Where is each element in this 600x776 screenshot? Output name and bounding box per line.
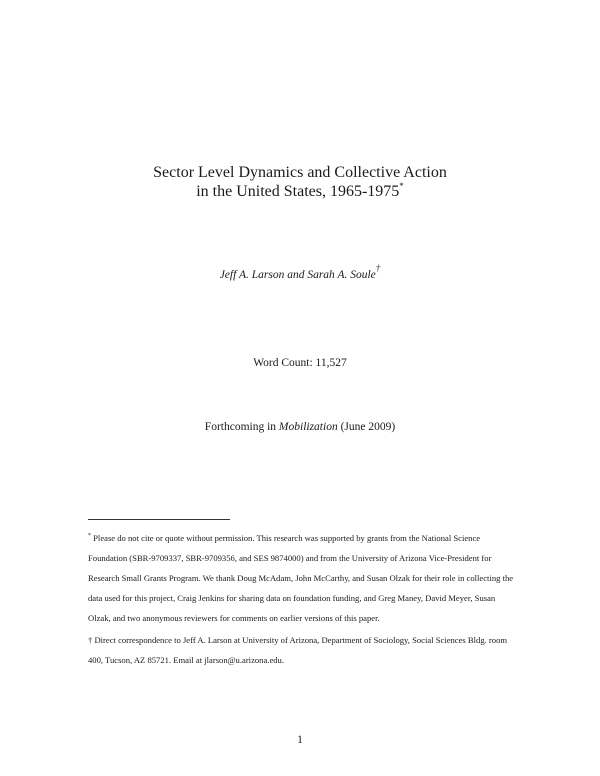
journal-name: Mobilization	[278, 421, 338, 433]
author-names: Jeff A. Larson and Sarah A. Soule	[219, 269, 376, 281]
author-footnote-marker: †	[375, 263, 381, 273]
footnote-1-text: Please do not cite or quote without permission. This research was supported by grants from the National Science Foundation (SBR-9709337, SBR-9709356, and SES 9874000) and from the University of Arizona Vice-President for Research Small Grants Program. We thank Doug McAdam, John McCarthy, and Susan Olzak for their role in collecting the data used for this project, Craig Jenkins for sharing data on foundation funding, and Greg Maney, David Meyer, Susan Olzak, and two anonymous reviewers for comments on earlier versions of this paper.	[88, 533, 514, 623]
forthcoming-suffix: (June 2009)	[337, 421, 396, 433]
footnote-1-marker: *	[88, 533, 91, 539]
footnote-2	[88, 630, 520, 670]
footnote-2-text: † Direct correspondence to Jeff A. Larson at University of Arizona, Department of Sociology, Social Sciences Bldg. room 400, Tucson, AZ 85721. Email at jlarson@u.arizona.edu.	[88, 635, 508, 665]
title-line-2: in the United States, 1965-1975	[196, 183, 400, 200]
forthcoming-note	[0, 421, 600, 433]
page-number: 1	[297, 734, 303, 746]
footnote-divider	[88, 519, 230, 520]
paper-title	[0, 163, 600, 201]
footnote-1	[88, 528, 520, 628]
word-count: Word Count: 11,527	[253, 357, 347, 369]
title-line-1: Sector Level Dynamics and Collective Action	[153, 164, 447, 181]
author-line	[0, 263, 600, 281]
forthcoming-prefix: Forthcoming in	[204, 421, 279, 433]
footnotes	[88, 528, 520, 670]
title-footnote-marker: *	[399, 181, 404, 191]
